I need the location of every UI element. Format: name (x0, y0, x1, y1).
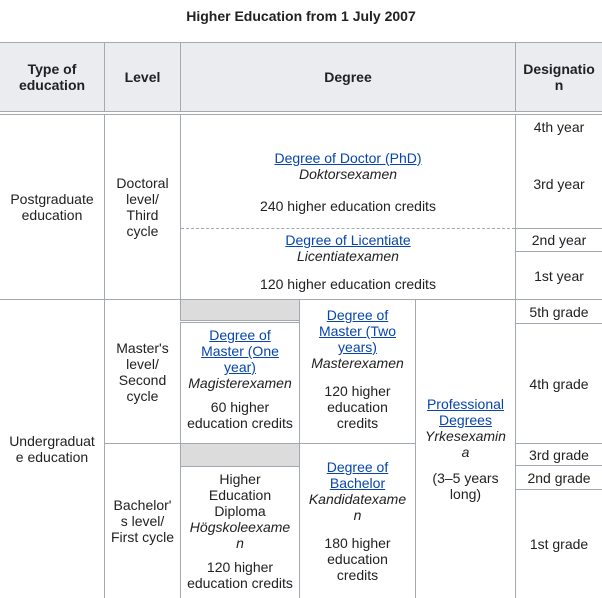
master-two-degree (299, 300, 415, 444)
diploma-degree (180, 466, 299, 598)
professional-link[interactable]: Professional Degrees (426, 396, 505, 428)
designation-2nd-year: 2nd year (515, 229, 602, 252)
doctor-degree (181, 150, 515, 220)
designation-1st-year: 1st year (515, 252, 602, 300)
master-one-link[interactable]: Degree of Master (One year) (201, 327, 279, 375)
designation-3rd-grade: 3rd grade (515, 444, 602, 466)
doctor-degree-native: Doktorsexamen (298, 166, 398, 182)
type-undergraduate: Undergraduat e education (9, 433, 95, 465)
professional-degree (415, 300, 515, 598)
row-divider-master-bachelor (180, 443, 415, 444)
designation-2nd-grade: 2nd grade (515, 466, 602, 490)
doctor-licentiate-divider (181, 228, 515, 229)
designation-1st-grade: 1st grade (515, 490, 602, 598)
designation-3rd-year: 3rd year (515, 139, 602, 229)
bachelor-credits: 180 higher education credits (324, 535, 391, 583)
diploma-title: Higher Education Diploma (208, 471, 272, 519)
bachelor-link[interactable]: Degree of Bachelor (326, 459, 389, 491)
gray-spacer-diploma (180, 444, 299, 466)
master-one-degree (180, 323, 299, 444)
gray-spacer-master (180, 300, 299, 320)
professional-duration: (3–5 years long) (432, 470, 499, 502)
bachelor-native: Kandidatexame n (308, 491, 407, 523)
licentiate-degree-link[interactable]: Degree of Licentiate (285, 232, 411, 248)
diploma-native: Högskoleexame n (189, 519, 291, 551)
level-master: Master's level/ Second cycle (104, 300, 180, 444)
table-caption: Higher Education from 1 July 2007 (186, 8, 416, 24)
master-two-credits: 120 higher education credits (324, 383, 391, 431)
licentiate-degree-native: Licentiatexamen (297, 248, 399, 264)
master-two-native: Masterexamen (311, 355, 404, 371)
designation-5th-grade: 5th grade (515, 300, 602, 324)
doctor-degree-link[interactable]: Degree of Doctor (PhD) (274, 150, 422, 166)
designation-4th-year: 4th year (515, 115, 602, 139)
level-bachelor: Bachelor' s level/ First cycle (104, 444, 180, 598)
bachelor-degree (299, 444, 415, 598)
doctor-degree-credits: 240 higher education credits (260, 198, 436, 214)
header-type: Type of education (18, 61, 86, 93)
master-two-link[interactable]: Degree of Master (Two years) (318, 307, 396, 355)
licentiate-degree (181, 232, 515, 292)
header-level: Level (104, 43, 180, 111)
designation-4th-grade: 4th grade (515, 324, 602, 444)
master-one-credits: 60 higher education credits (187, 399, 293, 431)
master-one-native: Magisterexamen (188, 375, 292, 391)
licentiate-degree-credits: 120 higher education credits (260, 276, 436, 292)
professional-native: Yrkesexamin a (425, 428, 506, 460)
header-degree: Degree (180, 43, 515, 111)
header-designation: Designatio n (515, 43, 602, 111)
diploma-credits: 120 higher education credits (187, 559, 293, 591)
type-postgraduate: Postgraduate education (0, 115, 104, 300)
level-doctoral: Doctoral level/ Third cycle (104, 115, 180, 300)
